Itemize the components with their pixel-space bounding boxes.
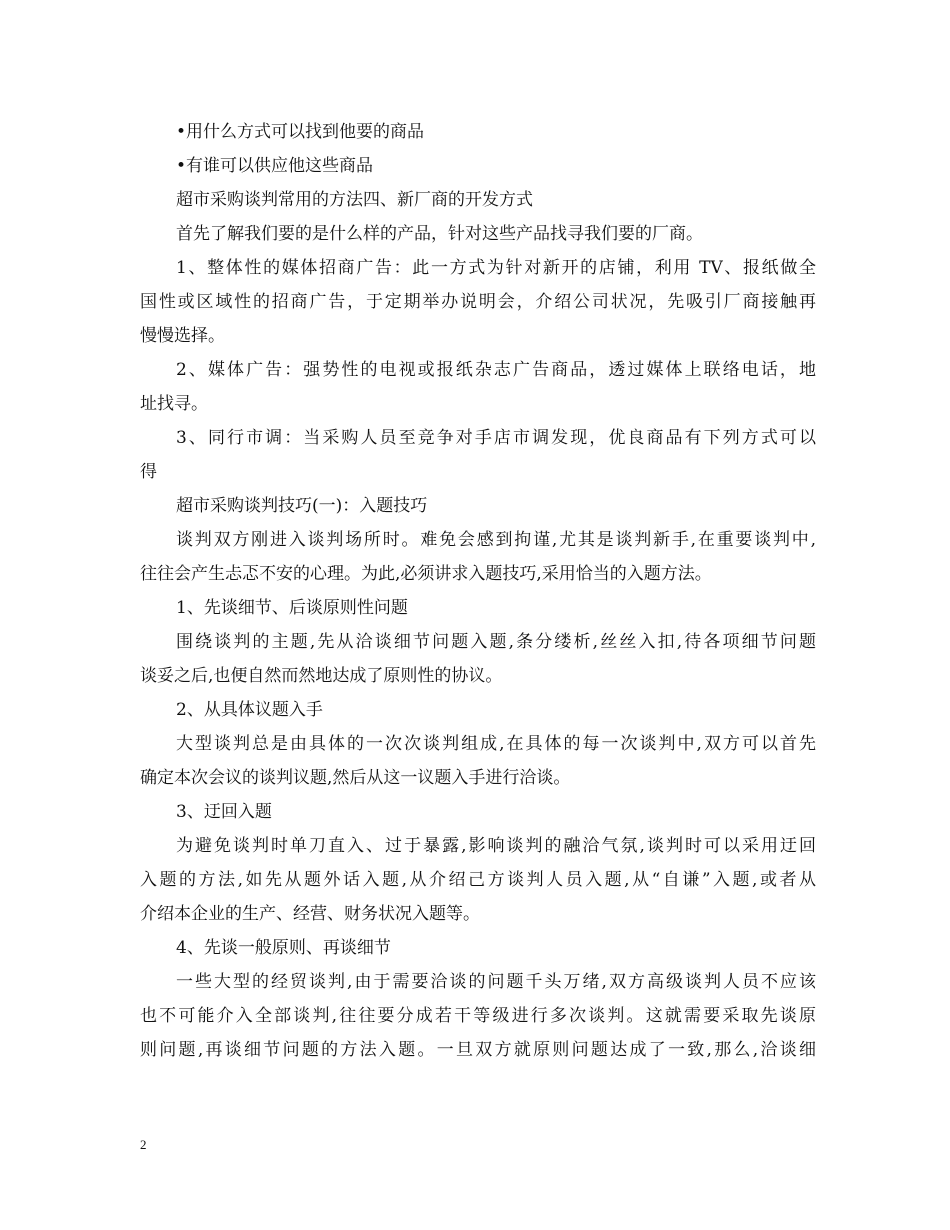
- text-line: 则问题,再谈细节问题的方法入题。一旦双方就原则问题达成了一致,那么,洽谈细: [140, 1040, 816, 1060]
- text-line: 1、整体性的媒体招商广告：此一方式为针对新开的店铺，利用 TV、报纸做全: [176, 258, 816, 278]
- text-line: 也不可能介入全部谈判,往往要分成若干等级进行多次谈判。这就需要采取先谈原: [140, 1006, 816, 1026]
- text-line: 2、从具体议题入手: [176, 700, 323, 720]
- document-body: [140, 115, 816, 1067]
- text-line: •有谁可以供应他这些商品: [176, 156, 374, 176]
- text-line: 谈判双方刚进入谈判场所时。难免会感到拘谨,尤其是谈判新手,在重要谈判中,: [176, 530, 816, 550]
- text-line: 慢慢选择。: [140, 326, 225, 346]
- text-line: 国性或区域性的招商广告，于定期举办说明会，介绍公司状况，先吸引厂商接触再: [140, 292, 816, 312]
- text-line: 为避免谈判时单刀直入、过于暴露,影响谈判的融洽气氛,谈判时可以采用迂回: [176, 836, 816, 856]
- text-line: 介绍本企业的生产、经营、财务状况入题等。: [140, 904, 480, 924]
- text-line: 超市采购谈判技巧(一)：入题技巧: [176, 496, 428, 516]
- text-line: 址找寻。: [140, 394, 208, 414]
- text-line: 围绕谈判的主题,先从洽谈细节问题入题,条分缕析,丝丝入扣,待各项细节问题: [176, 632, 816, 652]
- text-line: 超市采购谈判常用的方法四、新厂商的开发方式: [176, 190, 533, 210]
- text-line: 首先了解我们要的是什么样的产品，针对这些产品找寻我们要的厂商。: [176, 224, 703, 244]
- text-line: 得: [140, 462, 157, 482]
- text-line: 确定本次会议的谈判议题,然后从这一议题入手进行洽谈。: [140, 768, 571, 788]
- text-line: 一些大型的经贸谈判,由于需要洽谈的问题千头万绪,双方高级谈判人员不应该: [176, 972, 816, 992]
- page-number: 2: [140, 1137, 147, 1152]
- text-line: 谈妥之后,也便自然而然地达成了原则性的协议。: [140, 666, 503, 686]
- text-line: 往往会产生忐忑不安的心理。为此,必须讲求入题技巧,采用恰当的入题方法。: [140, 564, 712, 584]
- text-line: 3、同行市调：当采购人员至竞争对手店市调发现，优良商品有下列方式可以: [176, 428, 816, 448]
- text-line: 4、先谈一般原则、再谈细节: [176, 938, 391, 958]
- text-line: •用什么方式可以找到他要的商品: [176, 122, 425, 142]
- text-line: 大型谈判总是由具体的一次次谈判组成,在具体的每一次谈判中,双方可以首先: [176, 734, 816, 754]
- text-line: 入题的方法,如先从题外话入题,从介绍己方谈判人员入题,从“自谦”入题,或者从: [140, 870, 816, 890]
- text-line: 2、媒体广告：强势性的电视或报纸杂志广告商品，透过媒体上联络电话，地: [176, 360, 816, 380]
- text-line: 1、先谈细节、后谈原则性问题: [176, 598, 408, 618]
- text-line: 3、迂回入题: [176, 802, 272, 822]
